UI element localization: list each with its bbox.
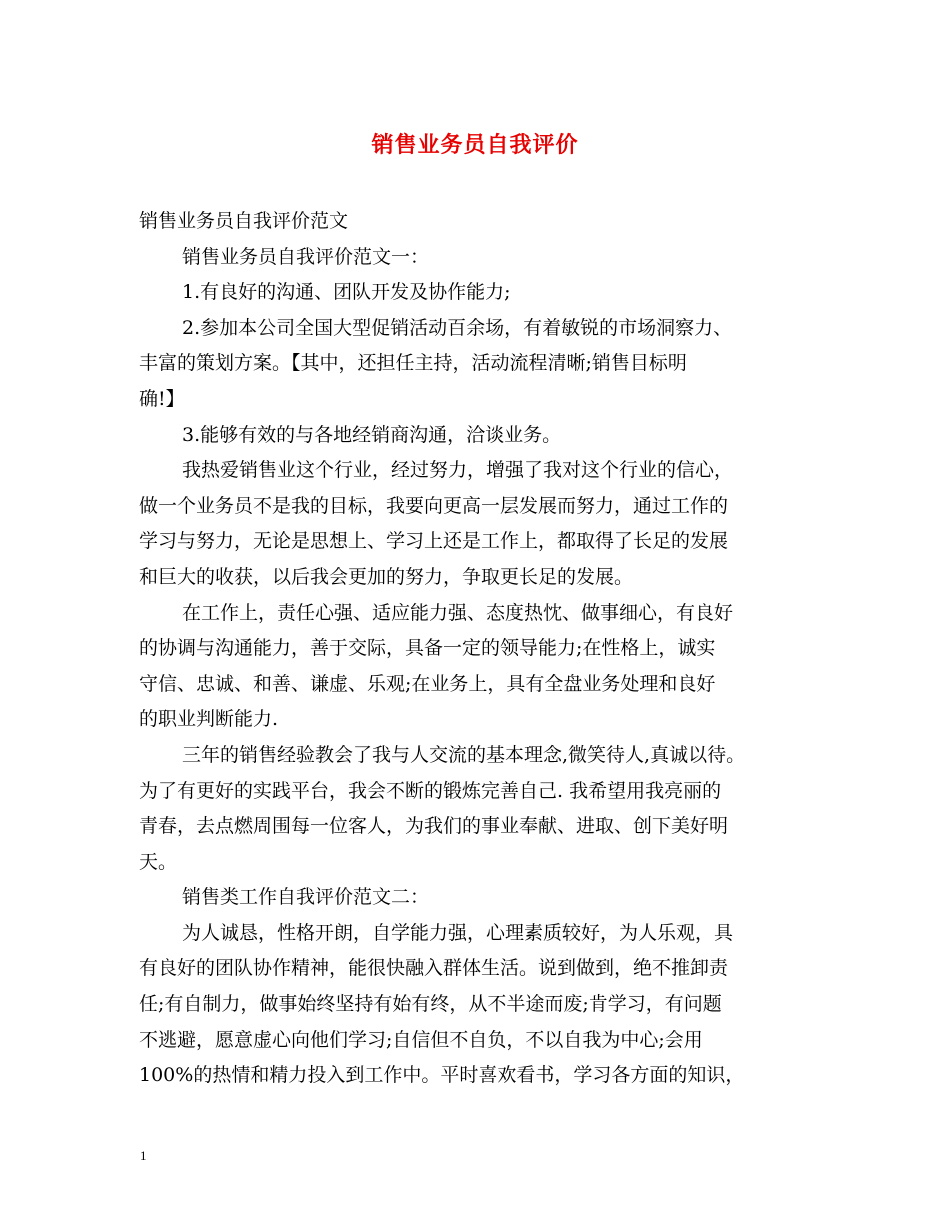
page-number: 1 <box>140 1148 147 1163</box>
body-line: 天。 <box>139 850 178 873</box>
body-line: 的协调与沟通能力，善于交际，具备一定的领导能力;在性格上，诚实 <box>139 637 716 660</box>
body-line: 100%的热情和精力投入到工作中。平时喜欢看书，学习各方面的知识， <box>139 1064 745 1087</box>
section-heading-1: 销售业务员自我评价范文一： <box>182 245 430 268</box>
body-line: 学习与努力，无论是思想上、学习上还是工作上，都取得了长足的发展 <box>139 530 729 553</box>
document-title: 销售业务员自我评价 <box>371 133 579 158</box>
body-line: 不逃避，愿意虚心向他们学习;自信但不自负，不以自我为中心;会用 <box>139 1028 703 1051</box>
body-line: 的职业判断能力. <box>139 708 279 731</box>
body-line: 1.有良好的沟通、团队开发及协作能力; <box>182 281 511 304</box>
body-line: 丰富的策划方案。【其中，还担任主持，活动流程清晰;销售目标明 <box>139 352 687 375</box>
body-line: 任;有自制力，做事始终坚持有始有终，从不半途而废;肯学习，有问题 <box>139 993 722 1016</box>
section-heading-2: 销售类工作自我评价范文二： <box>182 886 430 909</box>
body-line: 在工作上，责任心强、适应能力强、态度热忱、做事细心，有良好 <box>182 601 734 624</box>
subtitle-line: 销售业务员自我评价范文 <box>139 210 349 232</box>
body-line: 3.能够有效的与各地经销商沟通，洽谈业务。 <box>182 423 562 446</box>
document-body <box>139 204 819 1094</box>
body-line: 做一个业务员不是我的目标，我要向更高一层发展而努力，通过工作的 <box>139 494 729 517</box>
body-line: 和巨大的收获，以后我会更加的努力，争取更长足的发展。 <box>139 565 634 588</box>
body-line: 为人诚恳，性格开朗，自学能力强，心理素质较好，为人乐观，具 <box>182 921 734 944</box>
body-line: 我热爱销售业这个行业，经过努力，增强了我对这个行业的信心， <box>182 459 734 482</box>
body-line: 守信、忠诚、和善、谦虚、乐观;在业务上，具有全盘业务处理和良好 <box>139 672 716 695</box>
body-line: 2.参加本公司全国大型促销活动百余场，有着敏锐的市场洞察力、 <box>182 316 733 339</box>
body-line: 青春，去点燃周围每一位客人，为我们的事业奉献、进取、创下美好明 <box>139 815 729 838</box>
body-line: 有良好的团队协作精神，能很快融入群体生活。说到做到，绝不推卸责 <box>139 957 729 980</box>
body-line: 为了有更好的实践平台，我会不断的锻炼完善自己. 我希望用我亮丽的 <box>139 779 722 802</box>
body-line: 确!】 <box>139 387 185 410</box>
body-line: 三年的销售经验教会了我与人交流的基本理念,微笑待人,真诚以待。 <box>182 743 746 766</box>
